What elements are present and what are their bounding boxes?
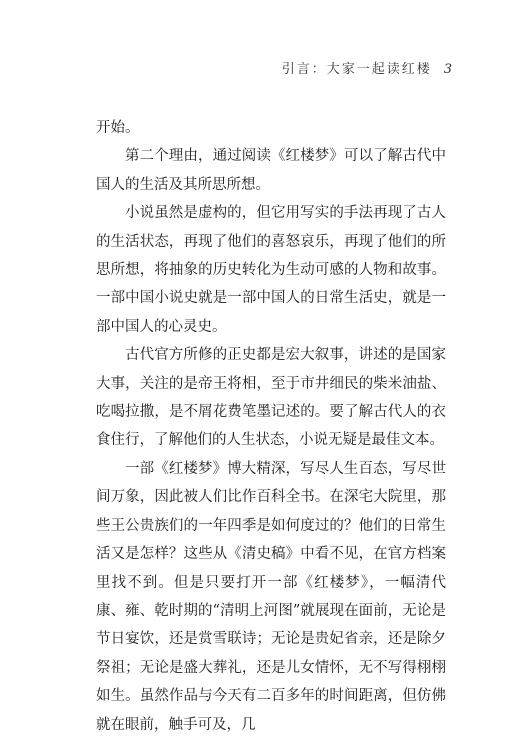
running-header	[96, 58, 452, 82]
page-number: 3	[443, 62, 452, 77]
paragraph: 小说虽然是虚构的，但它用写实的手法再现了古人的生活状态，再现了他们的喜怒哀乐，再现了他们的所思所想，将抽象的历史转化为生动可感的人物和故事。一部中国小说史就是一部中国人的日常生活史，就是一部中国人的心灵史。	[96, 205, 446, 335]
body-text	[96, 114, 446, 739]
paragraph: 一部《红楼梦》博大精深，写尽人生百态，写尽世间万象，因此被人们比作百科全书。在深宅大院里，那些王公贵族们的一年四季是如何度过的？他们的日常生活又是怎样？这些从《清史稿》中看不见，在官方档案里找不到。但是只要打开一部《红楼梦》，一幅清代康、雍、乾时期的“清明上河图”就展现在面前，无论是节日宴饮，还是赏雪联诗；无论是贵妃省亲，还是除夕祭祖；无论是盛大葬礼，还是儿女情怀，无不写得栩栩如生。虽然作品与今天有二百多年的时间距离，但仿佛就在眼前，触手可及，几	[96, 460, 446, 733]
paragraph-continuation: 开始。	[96, 120, 140, 136]
running-title: 引言：大家一起读红楼	[281, 62, 432, 77]
paragraph: 古代官方所修的正史都是宏大叙事，讲述的是国家大事，关注的是帝王将相，至于市井细民的柴米油盐、吃喝拉撒，是不屑花费笔墨记述的。要了解古代人的衣食住行，了解他们的人生状态，小说无疑是最佳文本。	[96, 347, 446, 449]
paragraph: 第二个理由，通过阅读《红楼梦》可以了解古代中国人的生活及其所思所想。	[96, 148, 446, 193]
